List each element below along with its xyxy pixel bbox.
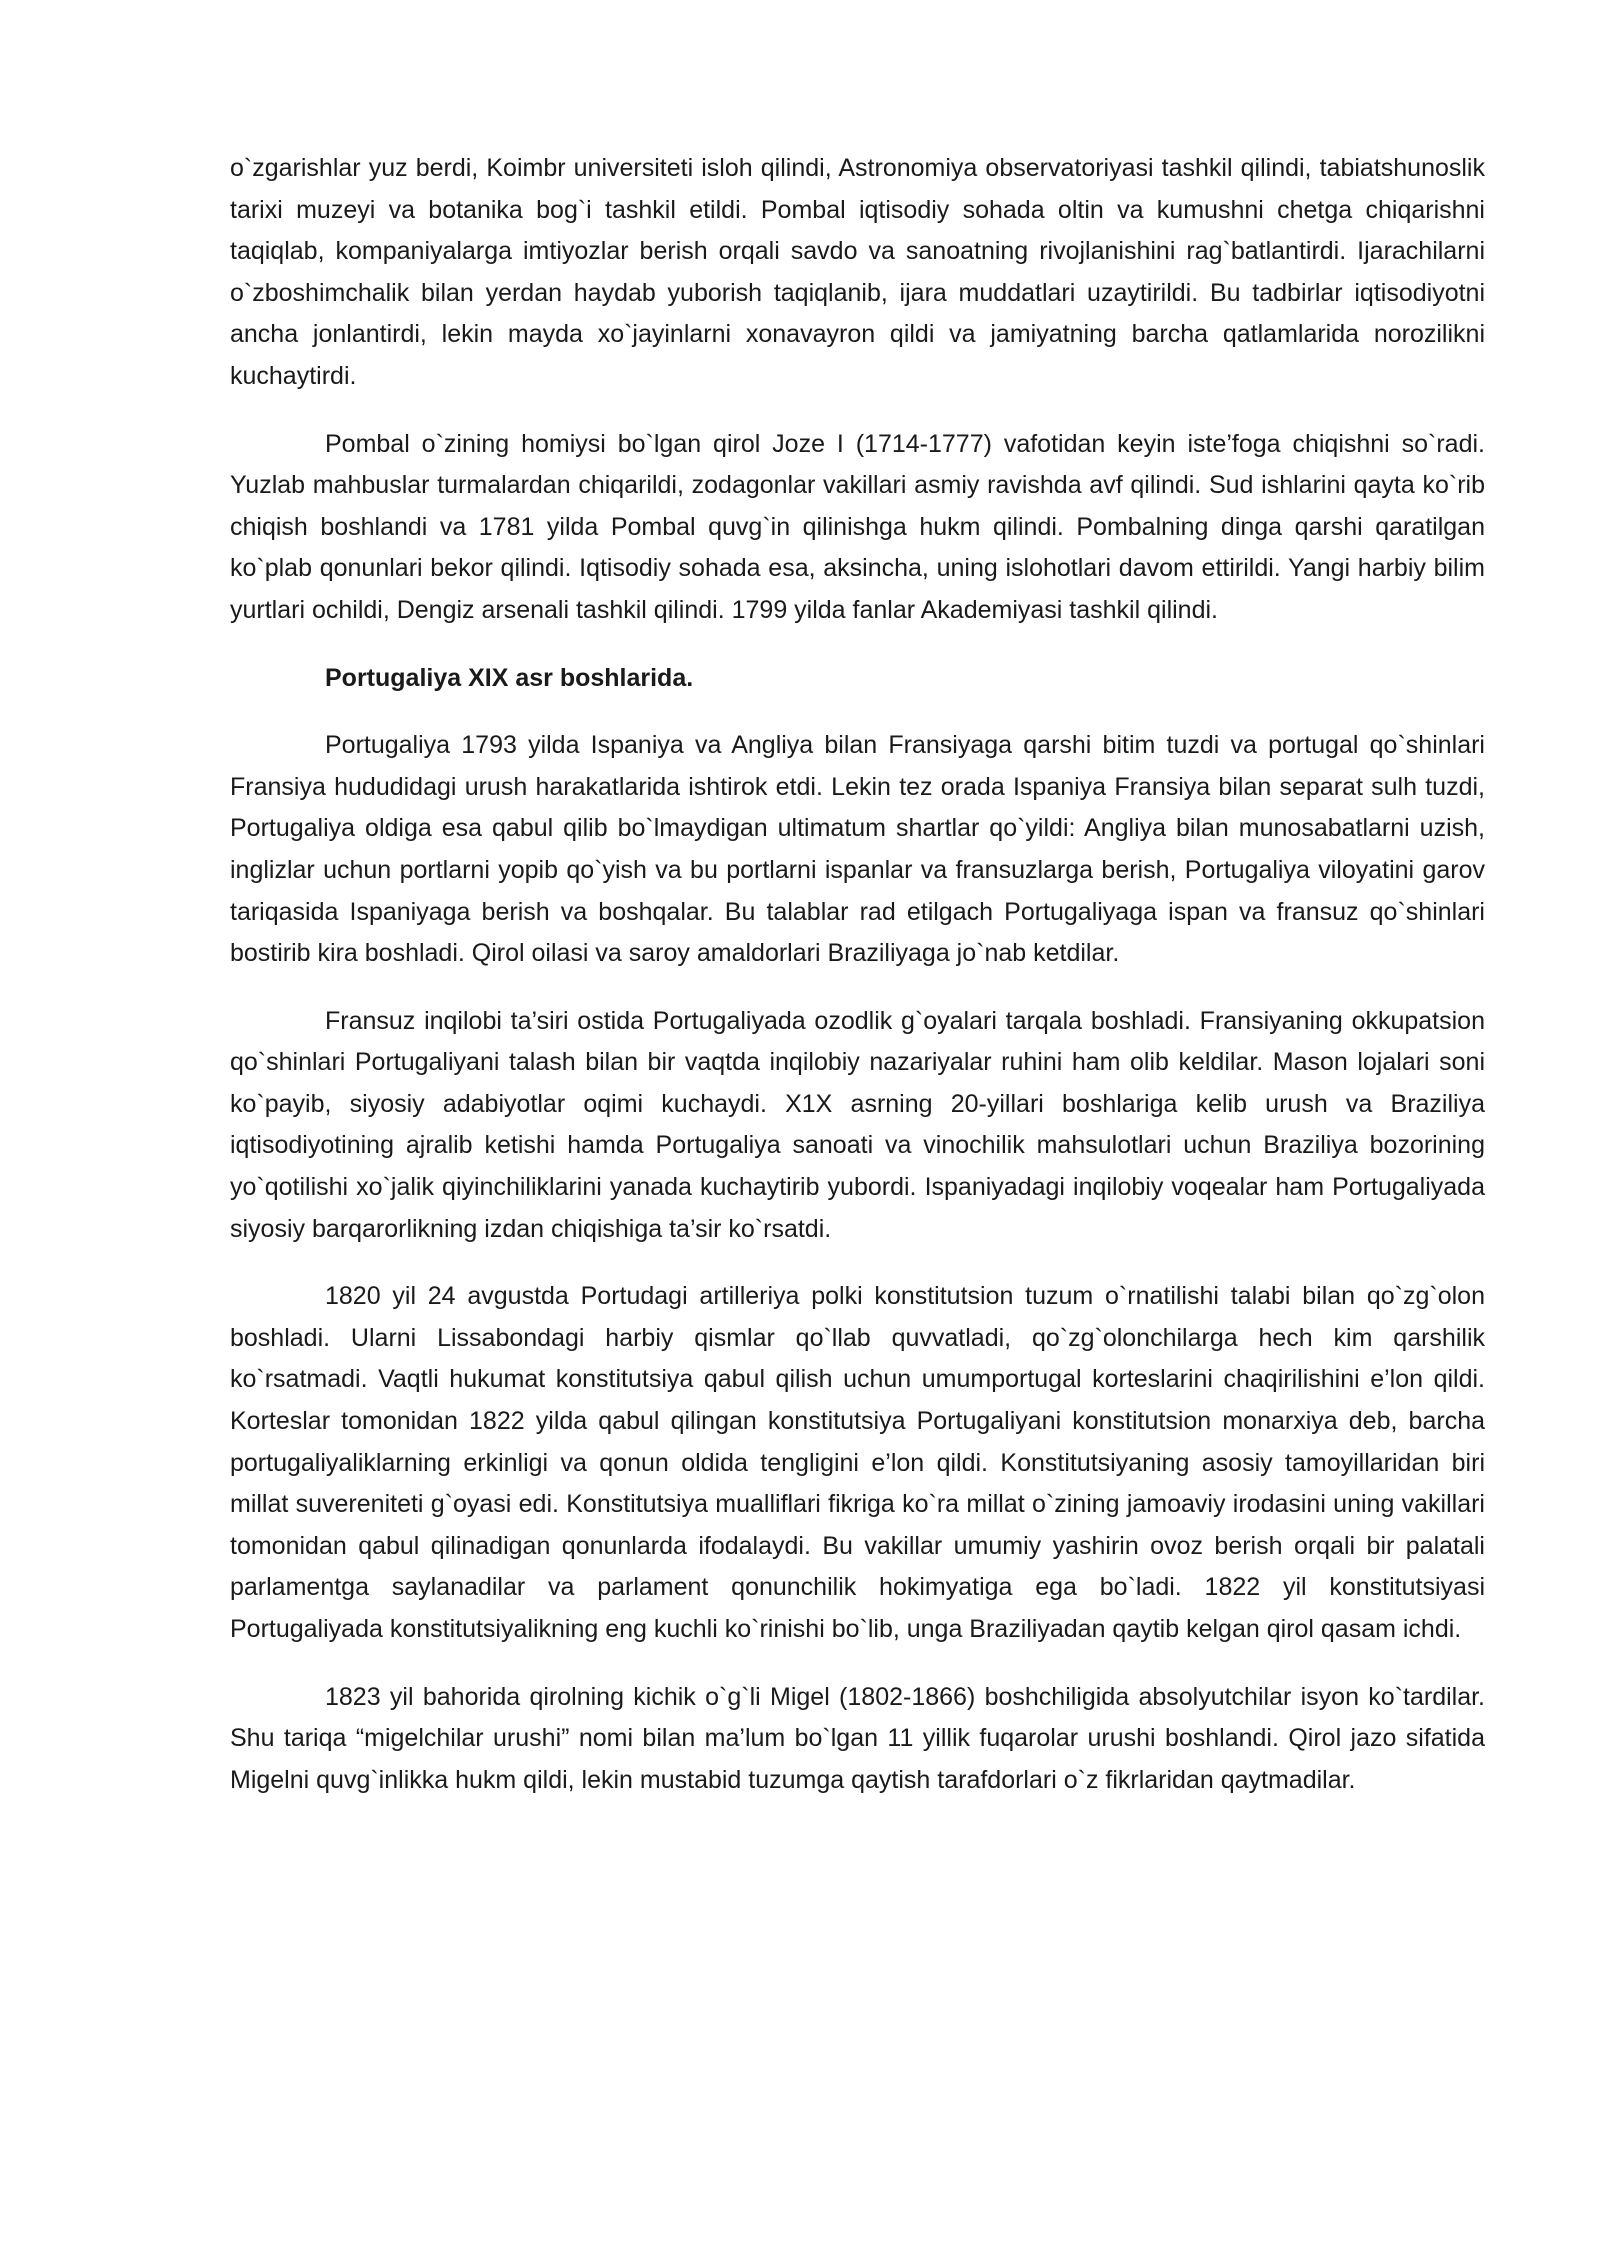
document-body xyxy=(230,148,1485,1827)
paragraph-pombal-reforms: o`zgarishlar yuz berdi, Koimbr universiteti isloh qilindi, Astronomiya observatoriyasi tashkil qilindi, tabiatshunoslik tarixi muzeyi va botanika bog`i tashkil etildi. Pombal iqtisodiy sohada oltin va kumushni chetga chiqarishni taqiqlab, kompaniyalarga imtiyozlar berish orqali savdo va sanoatning rivojlanishini rag`batlantirdi. Ijarachilarni o`zboshimchalik bilan yerdan haydab yuborish taqiqlanib, ijara muddatlari uzaytirildi. Bu tadbirlar iqtisodiyotni ancha jonlantirdi, lekin mayda xo`jayinlarni xonavayron qildi va jamiyatning barcha qatlamlarida norozilikni kuchaytirdi. xyxy=(230,154,1485,390)
paragraph-french-revolution-influence: Fransuz inqilobi ta’siri ostida Portugaliyada ozodlik g`oyalari tarqala boshladi. Fransiyaning okkupatsion qo`shinlari Portugaliyani talash bilan bir vaqtda inqilobiy nazariyalar ruhini ham olib keldilar. Mason lojalari soni ko`payib, siyosiy adabiyotlar oqimi kuchaydi. X1X asrning 20-yillari boshlariga kelib urush va Braziliya iqtisodiyotining ajralib ketishi hamda Portugaliya sanoati va vinochilik mahsulotlari uchun Braziliya bozorining yo`qotilishi xo`jalik qiyinchiliklarini yanada kuchaytirib yubordi. Ispaniyadagi inqilobiy voqealar ham Portugaliyada siyosiy barqarorlikning izdan chiqishiga ta’sir ko`rsatdi. xyxy=(230,1006,1485,1243)
paragraph-1793-treaty: Portugaliya 1793 yilda Ispaniya va Angliya bilan Fransiyaga qarshi bitim tuzdi va portugal qo`shinlari Fransiya hududidagi urush harakatlarida ishtirok etdi. Lekin tez orada Ispaniya Fransiya bilan separat sulh tuzdi, Portugaliya oldiga esa qabul qilib bo`lmaydigan ultimatum shartlar qo`yildi: Angliya bilan munosabatlarni uzish, inglizlar uchun portlarni yopib qo`yish va bu portlarni ispanlar va fransuzlarga berish, Portugaliya viloyatini garov tariqasida Ispaniyaga berish va boshqalar. Bu talablar rad etilgach Portugaliyaga ispan va fransuz qo`shinlari bostirib kira boshladi. Qirol oilasi va saroy amaldorlari Braziliyaga jo`nab ketdilar. xyxy=(230,731,1485,968)
section-heading: Portugaliya XIX asr boshlarida. xyxy=(325,663,694,692)
paragraph-pombal-resignation: Pombal o`zining homiysi bo`lgan qirol Joze I (1714-1777) vafotidan keyin iste’foga chiqishni so`radi. Yuzlab mahbuslar turmalardan chiqarildi, zodagonlar vakillari asmiy ravishda avf qilindi. Sud ishlarini qayta ko`rib chiqish boshlandi va 1781 yilda Pombal quvg`in qilinishga hukm qilindi. Pombalning dinga qarshi qaratilgan ko`plab qonunlari bekor qilindi. Iqtisodiy sohada esa, aksincha, uning islohotlari davom ettirildi. Yangi harbiy bilim yurtlari ochildi, Dengiz arsenali tashkil qilindi. 1799 yilda fanlar Akademiyasi tashkil qilindi. xyxy=(230,429,1485,624)
paragraph-1820-uprising: 1820 yil 24 avgustda Portudagi artilleriya polki konstitutsion tuzum o`rnatilishi talabi bilan qo`zg`olon boshladi. Ularni Lissabondagi harbiy qismlar qo`llab quvvatladi, qo`zg`olonchilarga hech kim qarshilik ko`rsatmadi. Vaqtli hukumat konstitutsiya qabul qilish uchun umumportugal korteslarini chaqirilishini e’lon qildi. Korteslar tomonidan 1822 yilda qabul qilingan konstitutsiya Portugaliyani konstitutsion monarxiya deb, barcha portugaliyaliklarning erkinligi va qonun oldida tengligini e’lon qildi. Konstitutsiyaning asosiy tamoyillaridan biri millat suvereniteti g`oyasi edi. Konstitutsiya mualliflari fikriga ko`ra millat o`zining jamoaviy irodasini uning vakillari tomonidan qabul qilinadigan qonunlarda ifodalaydi. Bu vakillar umumiy yashirin ovoz berish orqali bir palatali parlamentga saylanadilar va parlament qonunchilik hokimyatiga ega bo`ladi. 1822 yil konstitutsiyasi Portugaliyada konstitutsiyalikning eng kuchli ko`rinishi bo`lib, unga Braziliyadan qaytib kelgan qirol qasam ichdi. xyxy=(230,1282,1485,1643)
paragraph-1823-migel: 1823 yil bahorida qirolning kichik o`g`li Migel (1802-1866) boshchiligida absolyutchilar isyon ko`tardilar. Shu tariqa “migelchilar urushi” nomi bilan ma’lum bo`lgan 11 yillik fuqarolar urushi boshlandi. Qirol jazo sifatida Migelni quvg`inlikka hukm qildi, lekin mustabid tuzumga qaytish tarafdorlari o`z fikrlaridan qaytmadilar. xyxy=(230,1682,1485,1794)
